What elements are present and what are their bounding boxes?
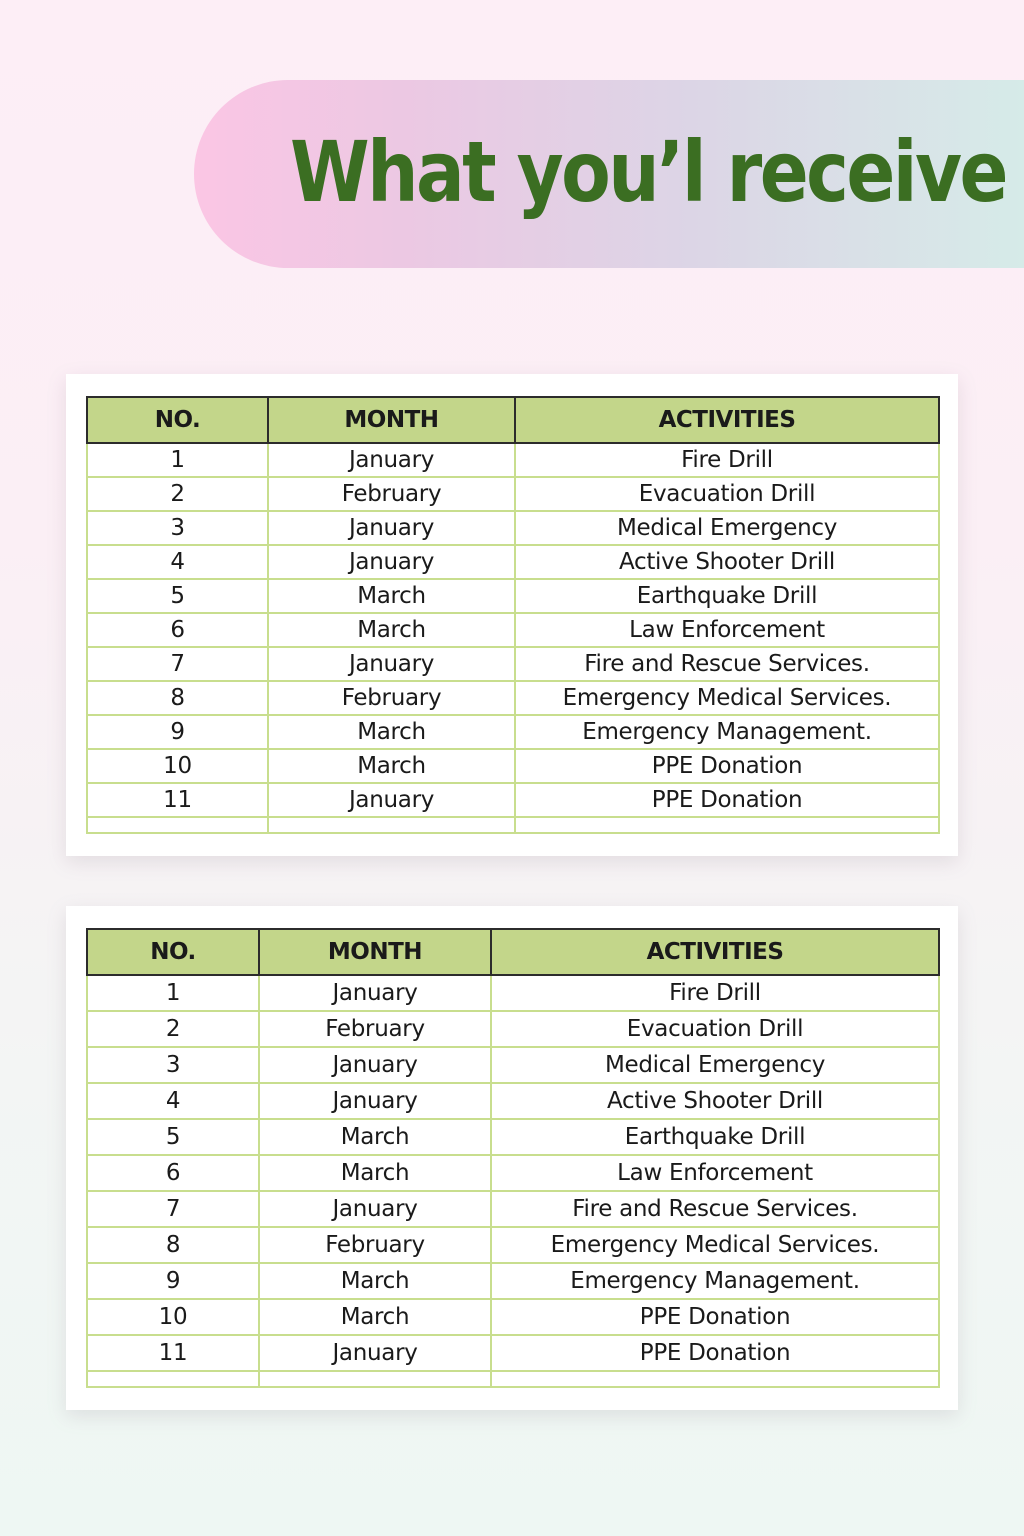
table-row	[87, 749, 939, 783]
table-row	[87, 1119, 939, 1155]
page-title: What you’l receive	[290, 123, 1006, 221]
table-row	[87, 579, 939, 613]
table-row	[87, 477, 939, 511]
cell-month: January	[268, 443, 515, 477]
cell-month: March	[268, 749, 515, 783]
cell-no: 3	[87, 1047, 259, 1083]
empty-cell	[87, 817, 268, 833]
table-row	[87, 1083, 939, 1119]
cell-month: January	[268, 783, 515, 817]
table-row	[87, 681, 939, 715]
table-row	[87, 1299, 939, 1335]
table-row	[87, 443, 939, 477]
table-row	[87, 1335, 939, 1371]
cell-month: January	[259, 975, 491, 1011]
cell-no: 11	[87, 1335, 259, 1371]
cell-month: February	[268, 681, 515, 715]
table-row	[87, 1263, 939, 1299]
cell-month: January	[259, 1335, 491, 1371]
cell-activity: Fire and Rescue Services.	[515, 647, 939, 681]
table-header-row	[87, 929, 939, 975]
cell-no: 4	[87, 545, 268, 579]
cell-month: January	[268, 545, 515, 579]
column-header-activities: ACTIVITIES	[515, 397, 939, 443]
cell-activity: Earthquake Drill	[515, 579, 939, 613]
cell-month: March	[259, 1155, 491, 1191]
cell-no: 11	[87, 783, 268, 817]
cell-no: 2	[87, 477, 268, 511]
cell-activity: Medical Emergency	[491, 1047, 939, 1083]
cell-no: 10	[87, 1299, 259, 1335]
cell-no: 9	[87, 1263, 259, 1299]
cell-no: 5	[87, 579, 268, 613]
cell-no: 1	[87, 975, 259, 1011]
cell-no: 6	[87, 613, 268, 647]
cell-activity: Evacuation Drill	[491, 1011, 939, 1047]
cell-no: 5	[87, 1119, 259, 1155]
table-row	[87, 975, 939, 1011]
cell-activity: Emergency Management.	[491, 1263, 939, 1299]
schedule-card-1	[66, 374, 958, 856]
cell-month: February	[259, 1227, 491, 1263]
empty-cell	[259, 1371, 491, 1387]
table-row	[87, 1191, 939, 1227]
table-row	[87, 1227, 939, 1263]
cell-no: 9	[87, 715, 268, 749]
cell-month: March	[259, 1263, 491, 1299]
cell-month: January	[259, 1083, 491, 1119]
cell-no: 8	[87, 1227, 259, 1263]
column-header-month: MONTH	[268, 397, 515, 443]
cell-activity: Medical Emergency	[515, 511, 939, 545]
cell-activity: Emergency Medical Services.	[515, 681, 939, 715]
cell-month: March	[268, 715, 515, 749]
cell-month: March	[268, 613, 515, 647]
cell-no: 7	[87, 647, 268, 681]
table-row	[87, 545, 939, 579]
cell-no: 1	[87, 443, 268, 477]
cell-month: January	[268, 647, 515, 681]
empty-cell	[268, 817, 515, 833]
schedule-card-2	[66, 906, 958, 1410]
cell-activity: Emergency Management.	[515, 715, 939, 749]
column-header-no: NO.	[87, 929, 259, 975]
column-header-month: MONTH	[259, 929, 491, 975]
cell-no: 3	[87, 511, 268, 545]
table-row	[87, 511, 939, 545]
table-row	[87, 647, 939, 681]
schedule-table-1	[86, 396, 940, 834]
header-banner	[194, 80, 1024, 268]
table-row	[87, 1155, 939, 1191]
cell-no: 2	[87, 1011, 259, 1047]
cell-activity: Active Shooter Drill	[515, 545, 939, 579]
empty-cell	[491, 1371, 939, 1387]
cell-month: March	[259, 1299, 491, 1335]
cell-month: February	[268, 477, 515, 511]
cell-month: February	[259, 1011, 491, 1047]
table-row-empty	[87, 1371, 939, 1387]
cell-activity: Fire Drill	[515, 443, 939, 477]
table-row-empty	[87, 817, 939, 833]
table-header-row	[87, 397, 939, 443]
cell-activity: Fire Drill	[491, 975, 939, 1011]
cell-activity: PPE Donation	[515, 749, 939, 783]
column-header-no: NO.	[87, 397, 268, 443]
cell-month: January	[268, 511, 515, 545]
empty-cell	[87, 1371, 259, 1387]
cell-month: March	[268, 579, 515, 613]
cell-activity: Active Shooter Drill	[491, 1083, 939, 1119]
cell-activity: Fire and Rescue Services.	[491, 1191, 939, 1227]
cell-month: March	[259, 1119, 491, 1155]
cell-activity: Emergency Medical Services.	[491, 1227, 939, 1263]
cell-no: 4	[87, 1083, 259, 1119]
empty-cell	[515, 817, 939, 833]
cell-activity: Law Enforcement	[491, 1155, 939, 1191]
table-row	[87, 613, 939, 647]
cell-activity: PPE Donation	[491, 1299, 939, 1335]
cell-no: 6	[87, 1155, 259, 1191]
cell-no: 8	[87, 681, 268, 715]
cell-activity: PPE Donation	[515, 783, 939, 817]
cell-activity: PPE Donation	[491, 1335, 939, 1371]
cell-no: 7	[87, 1191, 259, 1227]
cell-month: January	[259, 1191, 491, 1227]
table-row	[87, 1047, 939, 1083]
table-row	[87, 783, 939, 817]
table-row	[87, 1011, 939, 1047]
cell-activity: Law Enforcement	[515, 613, 939, 647]
cell-activity: Evacuation Drill	[515, 477, 939, 511]
column-header-activities: ACTIVITIES	[491, 929, 939, 975]
table-row	[87, 715, 939, 749]
cell-no: 10	[87, 749, 268, 783]
cell-month: January	[259, 1047, 491, 1083]
schedule-table-2	[86, 928, 940, 1388]
cell-activity: Earthquake Drill	[491, 1119, 939, 1155]
